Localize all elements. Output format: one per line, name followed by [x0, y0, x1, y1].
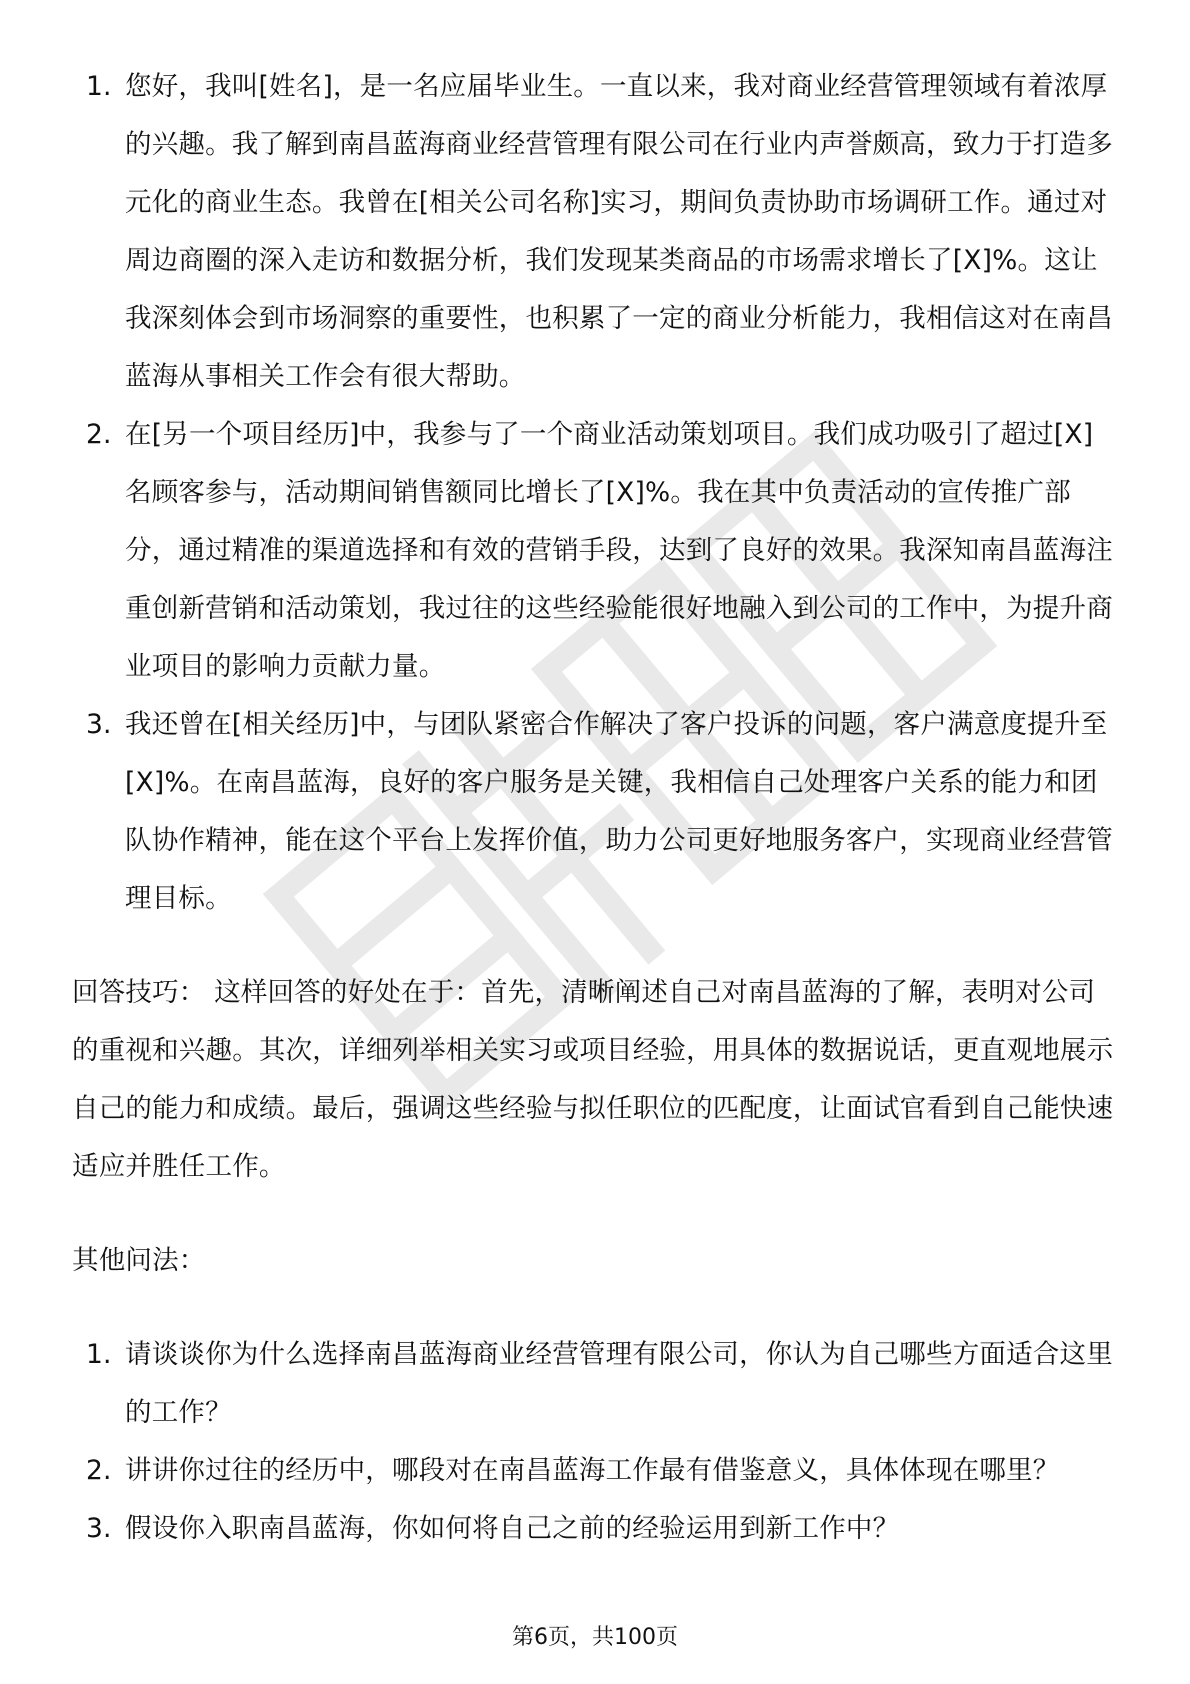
list-number: 3.: [86, 709, 112, 740]
list-number: 1.: [86, 71, 112, 102]
other-question-item-3: [72, 1500, 1118, 1558]
answer-text: 您好，我叫[姓名]，是一名应届毕业生。一直以来，我对商业经营管理领域有着浓厚的兴趣。我了解到南昌蓝海商业经营管理有限公司在行业内声誉颇高，致力于打造多元化的商业生态。我曾在[相关公司名称]实习，期间负责协助市场调研工作。通过对周边商圈的深入走访和数据分析，我们发现某类商品的市场需求增长了[X]%。这让我深刻体会到市场洞察的重要性，也积累了一定的商业分析能力，我相信这对在南昌蓝海从事相关工作会有很大帮助。: [125, 71, 1113, 392]
other-question-text: 假设你入职南昌蓝海，你如何将自己之前的经验运用到新工作中？: [125, 1513, 900, 1544]
list-number: 3.: [86, 1513, 112, 1544]
other-questions-title: 其他问法：: [72, 1245, 206, 1276]
other-question-text: 请谈谈你为什么选择南昌蓝海商业经营管理有限公司，你认为自己哪些方面适合这里的工作？: [125, 1339, 1113, 1428]
answer-list: [72, 58, 1118, 928]
answer-text: 我还曾在[相关经历]中，与团队紧密合作解决了客户投诉的问题，客户满意度提升至[X]%。在南昌蓝海，良好的客户服务是关键，我相信自己处理客户关系的能力和团队协作精神，能在这个平台上发挥价值，助力公司更好地服务客户，实现商业经营管理目标。: [125, 709, 1113, 914]
other-question-text: 讲讲你过往的经历中，哪段对在南昌蓝海工作最有借鉴意义，具体体现在哪里？: [125, 1455, 1060, 1486]
page-footer: 第6页，共100页: [512, 1625, 678, 1650]
list-number: 2.: [86, 419, 112, 450]
answer-tips: [72, 964, 1118, 1196]
tips-text: 这样回答的好处在于：首先，清晰阐述自己对南昌蓝海的了解，表明对公司的重视和兴趣。其次，详细列举相关实习或项目经验，用具体的数据说话，更直观地展示自己的能力和成绩。最后，强调这些经验与拟任职位的匹配度，让面试官看到自己能快速适应并胜任工作。: [72, 977, 1114, 1182]
tips-label: 回答技巧：: [72, 977, 206, 1008]
other-question-item-1: [72, 1326, 1118, 1442]
list-number: 1.: [86, 1339, 112, 1370]
list-number: 2.: [86, 1455, 112, 1486]
answer-text: 在[另一个项目经历]中，我参与了一个商业活动策划项目。我们成功吸引了超过[X]名顾客参与，活动期间销售额同比增长了[X]%。我在其中负责活动的宣传推广部分，通过精准的渠道选择和有效的营销手段，达到了良好的效果。我深知南昌蓝海注重创新营销和活动策划，我过往的这些经验能很好地融入到公司的工作中，为提升商业项目的影响力贡献力量。: [125, 419, 1113, 682]
answer-item-3: [72, 696, 1118, 928]
answer-item-2: [72, 406, 1118, 696]
other-question-item-2: [72, 1442, 1118, 1500]
other-questions-list: [72, 1326, 1118, 1558]
answer-item-1: [72, 58, 1118, 406]
content: [72, 58, 1118, 1558]
